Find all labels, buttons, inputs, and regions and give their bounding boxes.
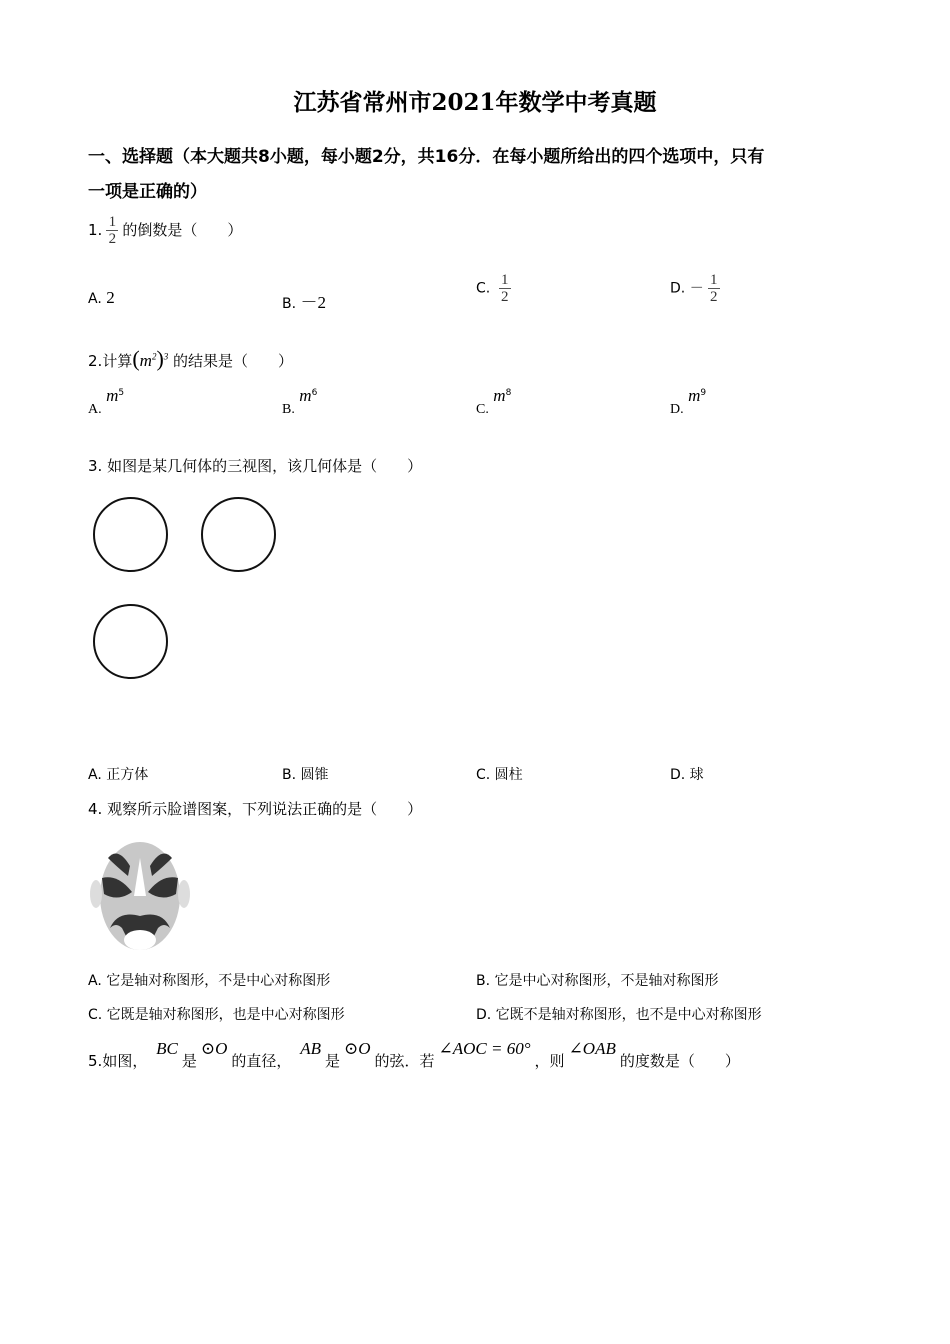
question-5: 5.如图， BC是⊙O的直径， AB是⊙O的弦．若∠AOC = 60°，则∠OAB的度数是（ ） [88, 1039, 740, 1070]
front-view-circle [93, 497, 168, 572]
q4-option-b[interactable]: B. 它是中心对称图形，不是轴对称图形 [476, 973, 719, 989]
q3-option-a[interactable]: A. 正方体 [88, 767, 149, 783]
opera-mask-image [88, 836, 192, 952]
q1-option-a[interactable]: A. 2 [88, 288, 115, 307]
q4-option-d[interactable]: D. 它既不是轴对称图形，也不是中心对称图形 [476, 1007, 762, 1023]
q1-option-d[interactable]: D. － $\frac{1}{2}$ [670, 272, 724, 305]
question-number: 1. [88, 221, 103, 239]
question-3: 3. 如图是某几何体的三视图，该几何体是（ ） [88, 457, 423, 475]
q3-option-d[interactable]: D. 球 [670, 767, 704, 783]
q2-option-c[interactable]: C. $m^8$ [476, 386, 512, 417]
page-title: 江苏省常州市2021年数学中考真题 [293, 89, 657, 116]
fraction: $\frac{1}{2}$ [106, 214, 118, 247]
math-expression: $(m^2)^3$ [132, 346, 169, 371]
question-text: 的倒数是（ ） [122, 221, 243, 239]
q3-option-b[interactable]: B. 圆锥 [282, 767, 329, 783]
q2-option-d[interactable]: D. $m^9$ [670, 386, 707, 417]
q4-option-a[interactable]: A. 它是轴对称图形，不是中心对称图形 [88, 973, 331, 989]
q4-option-c[interactable]: C. 它既是轴对称图形，也是中心对称图形 [88, 1007, 345, 1023]
section-heading: 一、选择题（本大题共8小题，每小题2分，共16分．在每小题所给出的四个选项中，只有 [88, 147, 765, 167]
top-view-circle [93, 604, 168, 679]
q2-option-b[interactable]: B. $m^6$ [282, 386, 318, 417]
question-4: 4. 观察所示脸谱图案，下列说法正确的是（ ） [88, 800, 423, 818]
q3-option-c[interactable]: C. 圆柱 [476, 767, 523, 783]
q1-option-b[interactable]: B. －2 [282, 293, 327, 312]
side-view-circle [201, 497, 276, 572]
question-2: 2.计算$(m^2)^3$ 的结果是（ ） [88, 346, 294, 371]
question-1 [88, 214, 242, 247]
q2-option-a[interactable]: A. $m^5$ [88, 386, 125, 417]
q1-option-c[interactable]: C. $\frac{1}{2}$ [476, 272, 515, 305]
section-heading-cont: 一项是正确的） [88, 182, 207, 202]
